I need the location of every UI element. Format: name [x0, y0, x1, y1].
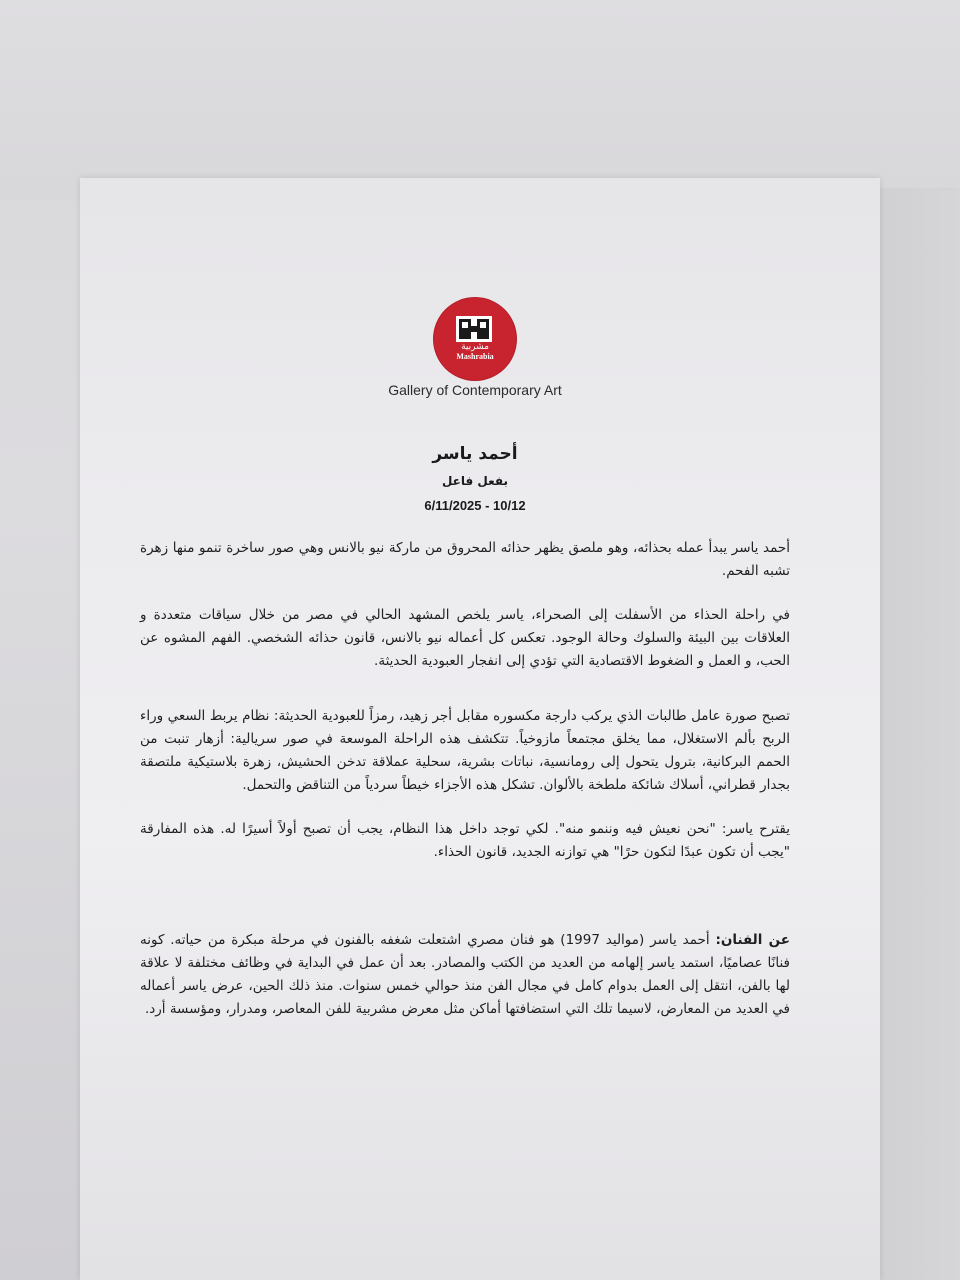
artist-name: أحمد ياسر: [432, 444, 518, 464]
gallery-tagline: Gallery of Contemporary Art: [388, 382, 562, 398]
logo-arabic-text: مشربية: [461, 342, 489, 352]
wall-background: [0, 0, 960, 200]
mashrabia-emblem-icon: [456, 316, 492, 342]
paragraph-imagery: تصبح صورة عامل طالبات الذي يركب دارجة مكسوره مقابل أجر زهيد، رمزاً للعبودية الحديثة: نظام يربط السعي وراء الربح بألم الاستغلال، مما يخلق مجتمعاً مازوخياً. تتكشف هذه الراحلة الموسعة في صور سريالية: أزهار تنبت من الحمم البركانية، بترول يتحول إلى رومانسية، نباتات بشرية، سحلية عملاقة تدخن الحشيش، زهرة بلاستيكية ملتصقة بجدار قطراني، أسلاك شائكة ملطخة بالألوان. تشكل هذه الأجزاء خيطاً سردياً من التناقض والتحمل.: [140, 708, 790, 793]
exhibition-title: بفعل فاعل: [441, 474, 509, 488]
exhibition-dates: 6/11/2025 - 10/12: [424, 498, 526, 513]
logo-name: Mashrabia: [456, 352, 494, 361]
about-artist-text: أحمد ياسر (مواليد 1997) هو فنان مصري اشتعلت شغفه بالفنون في مرحلة مبكرة من حياته. كونه فنانًا عصاميًا، استمد ياسر إلهامه من العديد من الكتب والمصادر. بعد أن عمل في البداية في وظائف مختلفة لا علاقة لها بالفن، انتقل إلى العمل بدوام كامل في مجال الفن منذ حوالي خمس سنوات. منذ ذلك الحين، عرض ياسر أعماله في العديد من المعارض، لاسيما تلك التي استضافتها أماكن مثل معرض مشربية للفن المعاصر، ومدرار، ومؤسسة أرد.: [140, 932, 790, 1017]
paragraph-about-artist: [140, 929, 790, 1021]
paragraph-proposal: يقترح ياسر: "نحن نعيش فيه وننمو منه". لكي توجد داخل هذا النظام، يجب أن تصبح أولاً أسيرًا له. هذه المفارقة "يجب أن تكون عبدًا لتكون حرًا" هي توازنه الجديد، قانون الحذاء.: [140, 821, 790, 860]
about-artist-label: عن الفنان:: [715, 932, 791, 948]
paragraph-intro: أحمد ياسر يبدأ عمله بحذائه، وهو ملصق يظهر حذائه المحروق من ماركة نيو بالانس وهي صور ساخرة تنمو منها زهرة تشبه الفحم.: [140, 540, 790, 579]
mashrabia-logo: [434, 298, 516, 380]
paragraph-journey: في راحلة الحذاء من الأسفلت إلى الصحراء، ياسر يلخص المشهد الحالي في مصر من خلال سياقات متعددة و العلاقات بين البيئة والسلوك وحالة الوجود. تعكس كل أعماله نيو بالانس، قانون حذائه الشخصي. الفهم المشوه عن الحب، و العمل و الضغوط الاقتصادية التي تؤدي إلى انفجار العبودية الحديثة.: [140, 607, 790, 669]
